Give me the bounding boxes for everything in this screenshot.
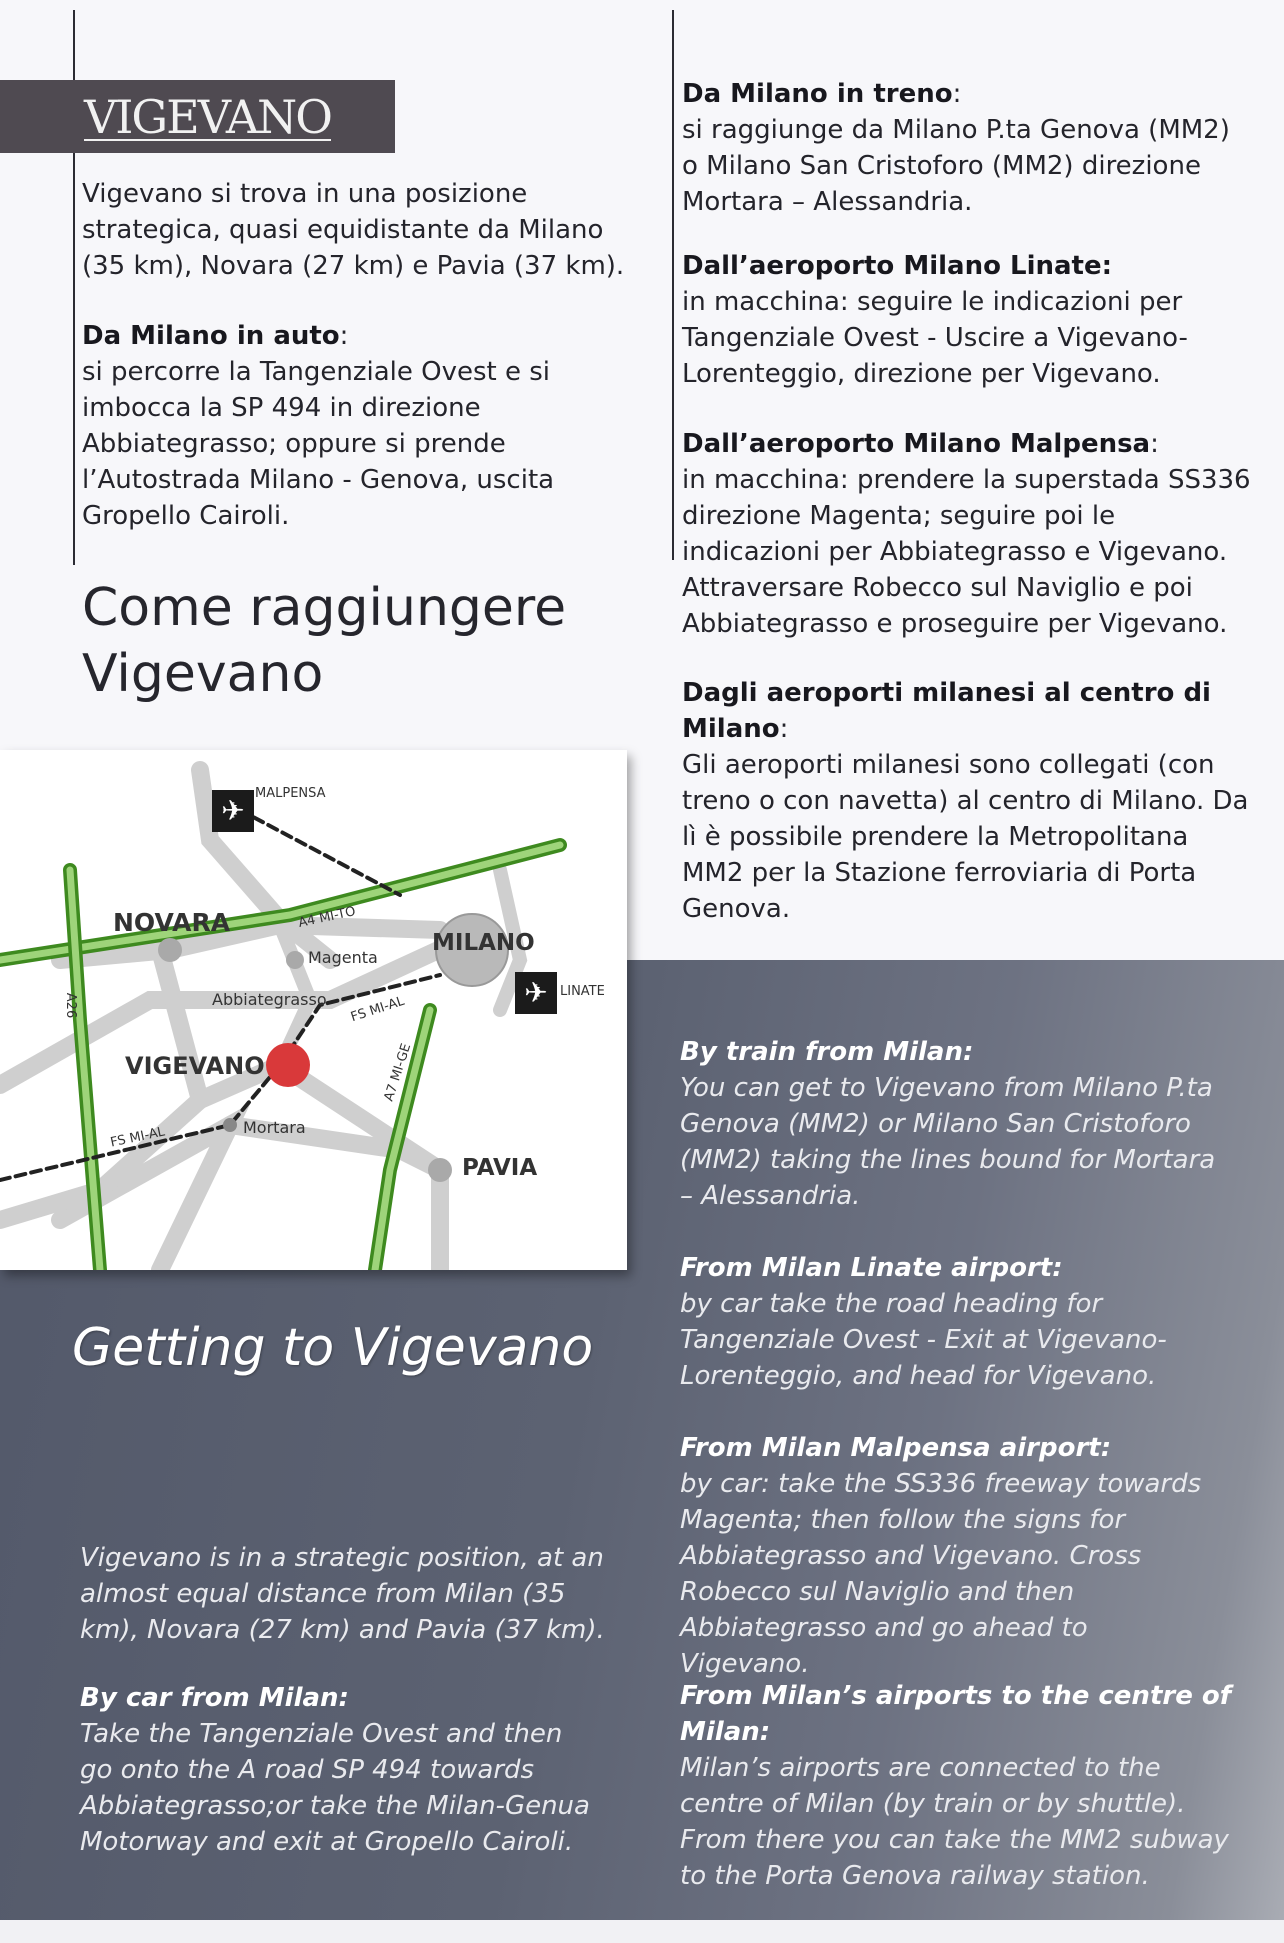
map-label-a26: A26 [63,992,79,1019]
train-italian: Da Milano in treno: si raggiunge da Milano P.ta Genova (MM2) o Milano San Cristoforo (MM2) direzione Mortara – Alessandria. [682,79,1230,217]
linate-plane-icon: ✈ [515,972,557,1014]
route-map [0,750,627,1270]
map-label-fs-top: FS MI-AL [349,993,407,1026]
map-label-vigevano: VIGEVANO [125,1052,265,1080]
pavia-dot [428,1158,452,1182]
vigevano-logo: VIGEVANO [84,90,331,144]
map-label-linate: LINATE [560,984,605,999]
linate-english-label: From Milan Linate airport: [680,1253,1063,1283]
malpensa-italian-label: Dall’aeroporto Milano Malpensa: [682,429,1159,459]
malpensa-english: From Milan Malpensa airport: by car: take the SS336 freeway towards Magenta; then follow the signs for Abbiategrasso and Vigevano. Cross Robecco sul Naviglio and then Abbiategrasso and go ahead to Vigevano. [680,1430,1220,1682]
map-label-malpensa: MALPENSA [255,786,326,801]
linate-italian-label: Dall’aeroporto Milano Linate: [682,251,1112,281]
map-label-milano: MILANO [432,930,535,956]
footer-strip [0,1920,1284,1943]
page-title-italian: Come raggiungere Vigevano [82,578,567,704]
page-title-english: Getting to Vigevano [72,1318,594,1378]
map-label-abbiategrasso: Abbiategrasso [212,990,327,1009]
intro-english: Vigevano is in a strategic position, at an almost equal distance from Milan (35 km), Novara (27 km) and Pavia (37 km). [80,1543,605,1645]
train-italian-label: Da Milano in treno: [682,79,962,109]
right-column-rule [672,10,674,560]
airports-english-label: From Milan’s airports to the centre of Milan: [680,1681,1232,1747]
mortara-dot [223,1118,237,1132]
car-english-label: By car from Milan: [80,1683,349,1713]
train-english-label: By train from Milan: [680,1037,974,1067]
car-italian: Da Milano in auto: si percorre la Tangenziale Ovest e si imbocca la SP 494 in direzione Abbiategrasso; oppure si prende l’Autostrada Milano - Genova, uscita Gropello Cairoli. [82,321,555,531]
train-english: By train from Milan: You can get to Vigevano from Milano P.ta Genova (MM2) or Milano San Cristoforo (MM2) taking the lines bound for Mortara – Alessandria. [680,1034,1220,1214]
car-english: By car from Milan: Take the Tangenziale Ovest and then go onto the A road SP 494 towards Abbiategrasso;or take the Milan-Genua Motorway and exit at Gropello Cairoli. [80,1680,600,1860]
malpensa-italian: Dall’aeroporto Milano Malpensa: in macchina: prendere la superstada SS336 direzione Magenta; seguire poi le indicazioni per Abbiategrasso e Vigevano. Attraversare Robecco sul Naviglio e poi Abbiategrasso e proseguire per Vigevano. [682,429,1251,639]
linate-english: From Milan Linate airport: by car take the road heading for Tangenziale Ovest - Exit at Vigevano-Lorenteggio, and head for Vigevano. [680,1250,1200,1394]
airports-italian-label: Dagli aeroporti milanesi al centro di Milano: [682,678,1211,744]
map-label-fs-bottom: FS MI-AL [109,1124,167,1151]
vigevano-dot [266,1043,310,1087]
malpensa-plane-icon: ✈ [212,790,254,832]
airports-italian: Dagli aeroporti milanesi al centro di Milano: Gli aeroporti milanesi sono collegati (con treno o con navetta) al centro di Milano. Da lì è possibile prendere la Metropolitana MM2 per la Stazione ferroviaria di Porta Genova. [682,678,1249,924]
railway-malpensa [240,810,400,895]
car-italian-label: Da Milano in auto: [82,321,349,351]
map-label-a7: A7 MI-GE [381,1041,415,1104]
map-label-pavia: PAVIA [462,1155,538,1181]
map-label-mortara: Mortara [243,1118,306,1137]
map-label-a4: A4 MI-TO [297,904,357,931]
magenta-dot [286,951,304,969]
novara-dot [158,938,182,962]
malpensa-english-label: From Milan Malpensa airport: [680,1433,1112,1463]
map-label-magenta: Magenta [308,948,378,967]
airports-english: From Milan’s airports to the centre of Milan: Milan’s airports are connected to the centre of Milan (by train or by shuttle). From there you can take the MM2 subway to the Porta Genova railway station. [680,1678,1240,1894]
linate-italian: Dall’aeroporto Milano Linate: in macchina: seguire le indicazioni per Tangenziale Ovest - Uscire a Vigevano-Lorenteggio, direzione per Vigevano. [682,248,1242,392]
intro-italian: Vigevano si trova in una posizione strategica, quasi equidistante da Milano (35 km), Novara (27 km) e Pavia (37 km). [82,179,625,281]
map-label-novara: NOVARA [113,908,231,937]
